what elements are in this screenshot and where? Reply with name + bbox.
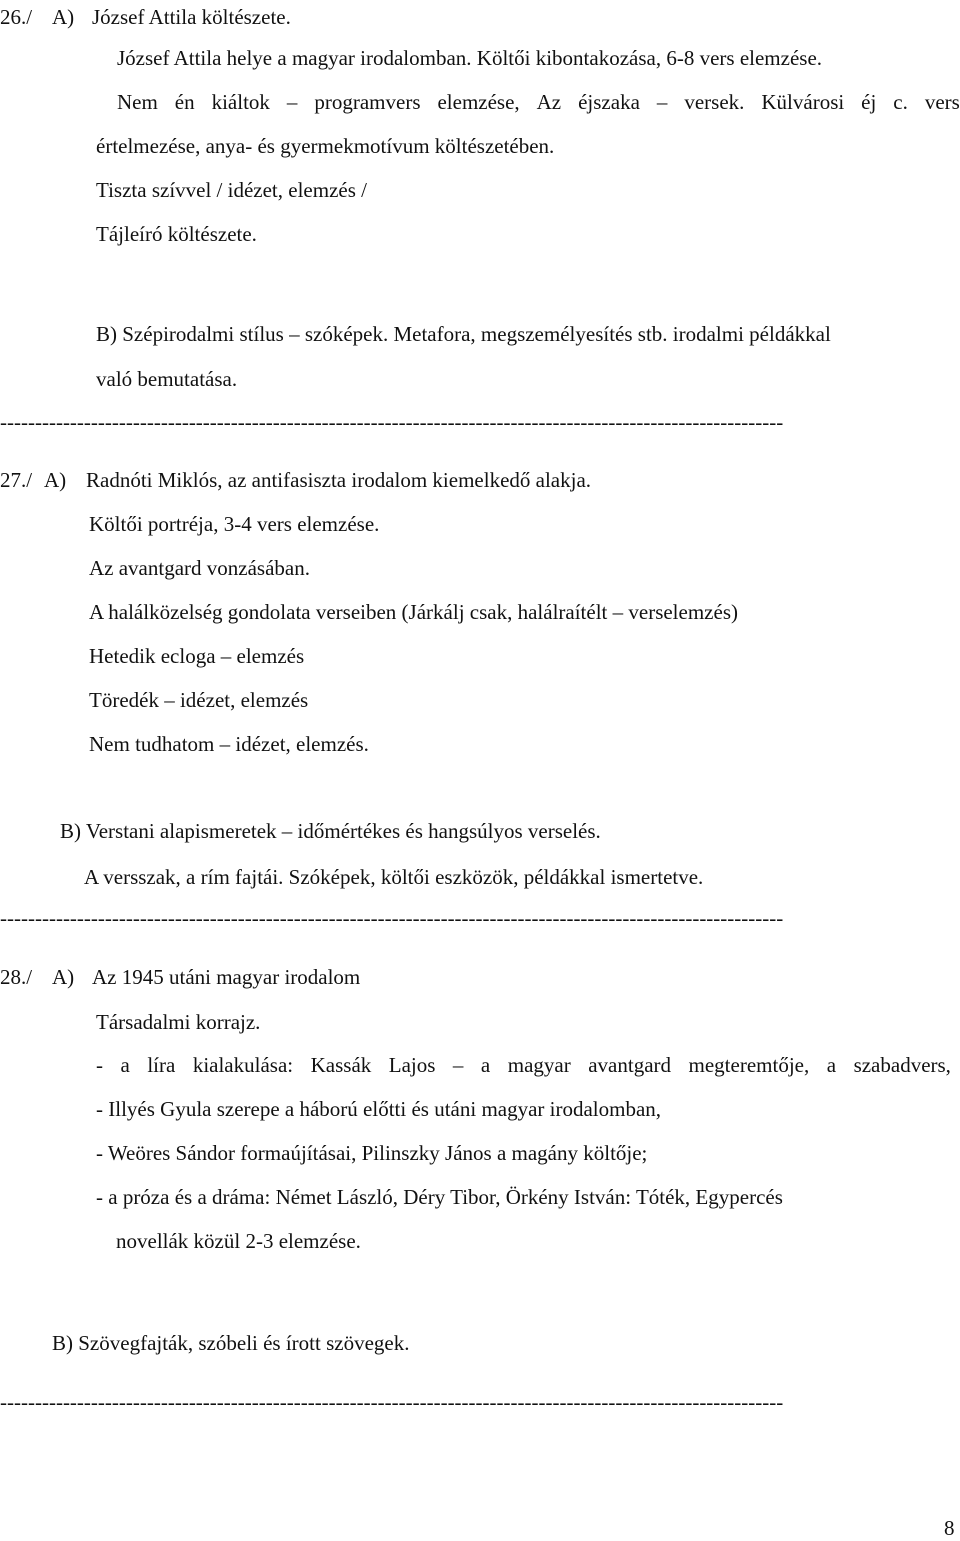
section-27-a-line: Az avantgard vonzásában. bbox=[89, 556, 310, 580]
word: Külvárosi bbox=[761, 90, 845, 114]
word: éj bbox=[861, 90, 877, 114]
section-26-a-title: József Attila költészete. bbox=[92, 5, 291, 29]
section-26-a-line: Tájleíró költészete. bbox=[96, 222, 257, 246]
section-28-a-line: - Illyés Gyula szerepe a háború előtti és utáni magyar irodalomban, bbox=[96, 1097, 662, 1121]
word: Lajos bbox=[388, 1053, 436, 1077]
word: a bbox=[120, 1053, 130, 1077]
word: Kassák bbox=[310, 1053, 372, 1077]
section-28-a-line: Társadalmi korrajz. bbox=[96, 1010, 261, 1034]
separator-line: ---------------------------------------------------------------------------------------------------------------- bbox=[0, 1392, 784, 1412]
section-28-a-label: A) bbox=[52, 965, 75, 989]
word: vers bbox=[924, 90, 960, 114]
word: Az bbox=[536, 90, 562, 114]
section-27-a-line: Töredék – idézet, elemzés bbox=[89, 688, 309, 712]
word: – bbox=[452, 1053, 464, 1077]
word: versek. bbox=[684, 90, 745, 114]
word: programvers bbox=[314, 90, 421, 114]
section-28-a-line: novellák közül 2-3 elemzése. bbox=[116, 1229, 361, 1253]
word: szabadvers, bbox=[853, 1053, 951, 1077]
section-27-a-line: Nem tudhatom – idézet, elemzés. bbox=[89, 732, 369, 756]
section-27-number: 27./ bbox=[0, 468, 33, 492]
section-27-a-line: Költői portréja, 3-4 vers elemzése. bbox=[89, 512, 380, 536]
word: éjszaka bbox=[578, 90, 640, 114]
word: kialakulása: bbox=[192, 1053, 294, 1077]
section-27-a-line: Hetedik ecloga – elemzés bbox=[89, 644, 305, 668]
word: líra bbox=[147, 1053, 176, 1077]
page-number: 8 bbox=[944, 1516, 955, 1540]
separator-line: ---------------------------------------------------------------------------------------------------------------- bbox=[0, 908, 784, 928]
section-28-b-line: B) Szövegfajták, szóbeli és írott szövegek. bbox=[52, 1331, 410, 1355]
separator-line: ---------------------------------------------------------------------------------------------------------------- bbox=[0, 412, 784, 432]
section-26-a-line: József Attila helye a magyar irodalomban. Költői kibontakozása, 6-8 vers elemzése. bbox=[117, 46, 823, 70]
word: a bbox=[480, 1053, 491, 1077]
word: – bbox=[656, 90, 668, 114]
section-26-a-line: értelmezése, anya- és gyermekmotívum költészetében. bbox=[96, 134, 555, 158]
word: - bbox=[96, 1053, 103, 1077]
section-28-number: 28./ bbox=[0, 965, 33, 989]
word: én bbox=[174, 90, 195, 114]
section-26-b-line: B) Szépirodalmi stílus – szóképek. Metafora, megszemélyesítés stb. irodalmi példákkal bbox=[96, 322, 831, 346]
section-26-number: 26./ bbox=[0, 5, 33, 29]
section-28-a-line bbox=[96, 1052, 951, 1078]
section-26-a-line: Tiszta szívvel / idézet, elemzés / bbox=[96, 178, 367, 202]
section-26-b-line: való bemutatása. bbox=[96, 367, 238, 391]
word: – bbox=[286, 90, 298, 114]
word: kiáltok bbox=[211, 90, 270, 114]
section-27-a-line: A halálközelség gondolata verseiben (Járkálj csak, halálraítélt – verselemzés) bbox=[89, 600, 738, 624]
word: c. bbox=[893, 90, 908, 114]
section-28-a-line: - Weöres Sándor formaújításai, Pilinszky János a magány költője; bbox=[96, 1141, 648, 1165]
section-27-a-label: A) bbox=[44, 468, 67, 492]
word: magyar bbox=[507, 1053, 571, 1077]
section-27-b-line: B) Verstani alapismeretek – időmértékes és hangsúlyos verselés. bbox=[60, 819, 601, 843]
word: megteremtője, bbox=[688, 1053, 810, 1077]
section-27-a-title: Radnóti Miklós, az antifasiszta irodalom kiemelkedő alakja. bbox=[86, 468, 592, 492]
section-26-a-line bbox=[117, 89, 960, 115]
section-27-b-line: A versszak, a rím fajtái. Szóképek, költői eszközök, példákkal ismertetve. bbox=[84, 865, 704, 889]
word: a bbox=[826, 1053, 837, 1077]
section-28-a-line: - a próza és a dráma: Német László, Déry Tibor, Örkény István: Tóték, Egypercés bbox=[96, 1185, 783, 1209]
word: Nem bbox=[117, 90, 158, 114]
section-26-a-label: A) bbox=[52, 5, 75, 29]
word: avantgard bbox=[588, 1053, 672, 1077]
word: elemzése, bbox=[437, 90, 520, 114]
section-28-a-title: Az 1945 utáni magyar irodalom bbox=[92, 965, 361, 989]
